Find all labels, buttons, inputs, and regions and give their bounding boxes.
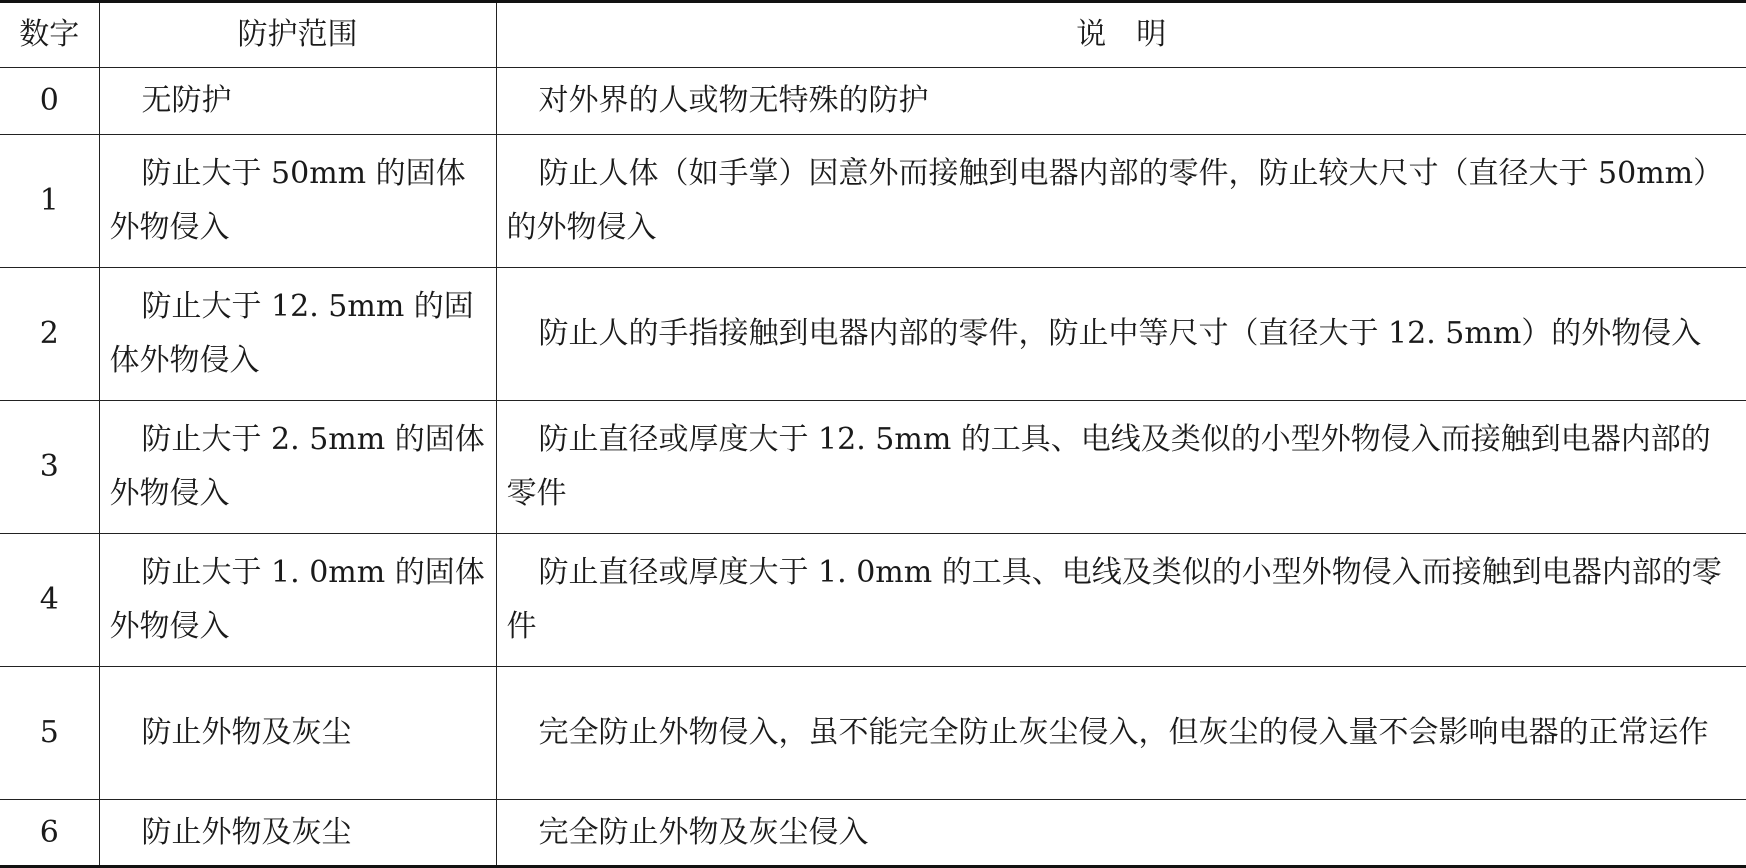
row-scope: 防止大于 1. 0mm 的固体外物侵入 xyxy=(99,534,496,667)
row-description: 防止直径或厚度大于 1. 0mm 的工具、电线及类似的小型外物侵入而接触到电器内部的零件 xyxy=(496,534,1746,667)
table-row xyxy=(0,534,1746,667)
table-row xyxy=(0,268,1746,401)
table-header-row xyxy=(0,2,1746,68)
header-digit: 数字 xyxy=(0,2,99,68)
table-row xyxy=(0,68,1746,135)
row-description: 防止人体（如手掌）因意外而接触到电器内部的零件，防止较大尺寸（直径大于 50mm）的外物侵入 xyxy=(496,135,1746,268)
row-digit: 3 xyxy=(0,401,99,534)
row-description: 完全防止外物侵入，虽不能完全防止灰尘侵入，但灰尘的侵入量不会影响电器的正常运作 xyxy=(496,667,1746,800)
table-row xyxy=(0,800,1746,867)
row-scope: 防止大于 50mm 的固体外物侵入 xyxy=(99,135,496,268)
row-description: 完全防止外物及灰尘侵入 xyxy=(496,800,1746,867)
table-row xyxy=(0,667,1746,800)
row-scope: 无防护 xyxy=(99,68,496,135)
table-row xyxy=(0,135,1746,268)
row-description: 防止直径或厚度大于 12. 5mm 的工具、电线及类似的小型外物侵入而接触到电器内部的零件 xyxy=(496,401,1746,534)
row-scope: 防止外物及灰尘 xyxy=(99,667,496,800)
row-digit: 6 xyxy=(0,800,99,867)
row-digit: 4 xyxy=(0,534,99,667)
row-scope: 防止大于 12. 5mm 的固体外物侵入 xyxy=(99,268,496,401)
table-row xyxy=(0,401,1746,534)
row-digit: 2 xyxy=(0,268,99,401)
header-scope: 防护范围 xyxy=(99,2,496,68)
row-scope: 防止外物及灰尘 xyxy=(99,800,496,867)
header-description: 说 明 xyxy=(496,2,1746,68)
row-digit: 5 xyxy=(0,667,99,800)
row-digit: 0 xyxy=(0,68,99,135)
row-description: 对外界的人或物无特殊的防护 xyxy=(496,68,1746,135)
row-digit: 1 xyxy=(0,135,99,268)
row-scope: 防止大于 2. 5mm 的固体外物侵入 xyxy=(99,401,496,534)
row-description: 防止人的手指接触到电器内部的零件，防止中等尺寸（直径大于 12. 5mm）的外物侵入 xyxy=(496,268,1746,401)
